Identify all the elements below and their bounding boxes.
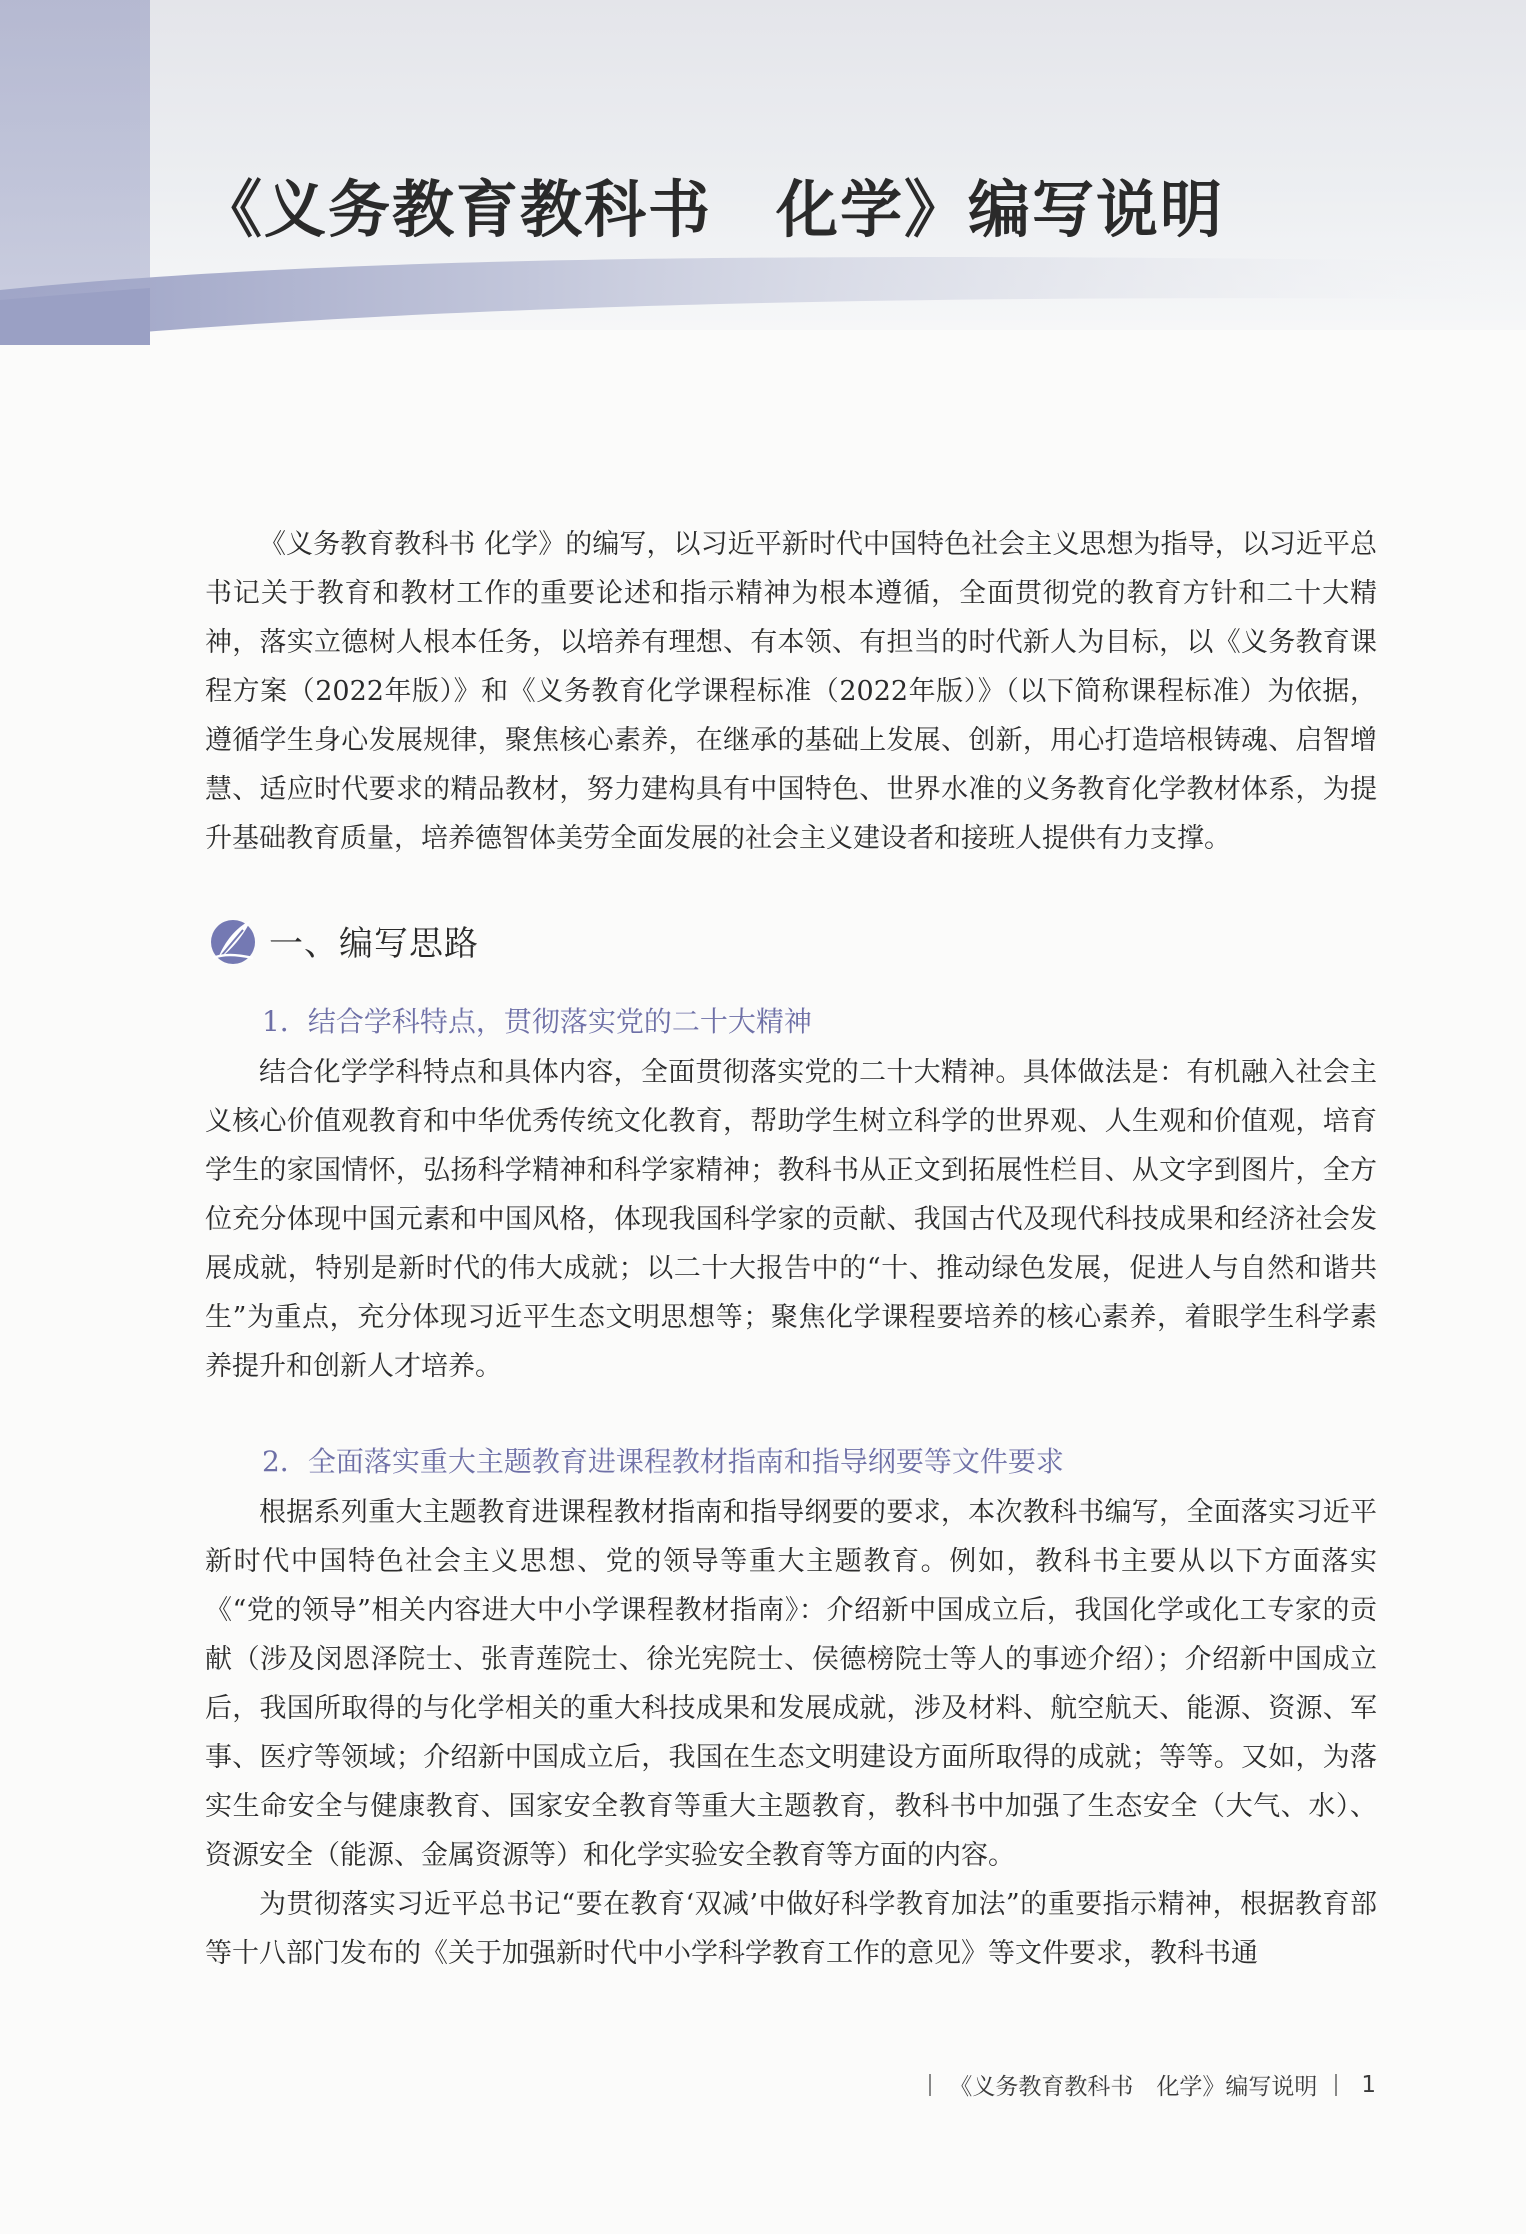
feather-quill-icon [205,912,261,968]
footer-divider [929,2074,931,2096]
subsection-2-paragraph-1: 根据系列重大主题教育进课程教材指南和指导纲要的要求，本次教科书编写，全面落实习近平新时代中国特色社会主义思想、党的领导等重大主题教育。例如，教科书主要从以下方面落实《“党的领导”相关内容进大中小学课程教材指南》：介绍新中国成立后，我国化学或化工专家的贡献（涉及闵恩泽院士、张青莲院士、徐光宪院士、侯德榜院士等人的事迹介绍）；介绍新中国成立后，我国所取得的与化学相关的重大科技成果和发展成就，涉及材料、航空航天、能源、资源、军事、医疗等领域；介绍新中国成立后，我国在生态文明建设方面所取得的成就；等等。又如，为落实生命安全与健康教育、国家安全教育等重大主题教育，教科书中加强了生态安全（大气、水）、资源安全（能源、金属资源等）和化学实验安全教育等方面的内容。 [205,1497,1377,1871]
page-title: 《义务教育教科书 化学》编写说明 [200,173,1225,246]
intro-paragraph: 《义务教育教科书 化学》的编写，以习近平新时代中国特色社会主义思想为指导，以习近平总书记关于教育和教材工作的重要论述和指示精神为根本遵循，全面贯彻党的教育方针和二十大精神，落实立德树人根本任务，以培养有理想、有本领、有担当的时代新人为目标，以《义务教育课程方案（2022年版）》和《义务教育化学课程标准（2022年版）》（以下简称课程标准）为依据，遵循学生身心发展规律，聚焦核心素养，在继承的基础上发展、创新，用心打造培根铸魂、启智增慧、适应时代要求的精品教材，努力建构具有中国特色、世界水准的义务教育化学教材体系，为提升基础教育质量，培养德智体美劳全面发展的社会主义建设者和接班人提供有力支撑。 [205,529,1377,854]
subsection-2-paragraph-2: 为贯彻落实习近平总书记“要在教育‘双减’中做好科学教育加法”的重要指示精神，根据教育部等十八部门发布的《关于加强新时代中小学科学教育工作的意见》等文件要求，教科书通 [205,1889,1377,1969]
subsection-1-heading: 1．结合学科特点，贯彻落实党的二十大精神 [262,1005,812,1038]
section-title: 一、编写思路 [269,923,479,964]
footer-divider [1335,2074,1337,2096]
subsection-2-heading: 2．全面落实重大主题教育进课程教材指南和指导纲要等文件要求 [262,1445,1064,1478]
section-heading [205,910,479,970]
page-footer [911,2068,1376,2101]
subsection-1-paragraph: 结合化学学科特点和具体内容，全面贯彻落实党的二十大精神。具体做法是：有机融入社会主义核心价值观教育和中华优秀传统文化教育，帮助学生树立科学的世界观、人生观和价值观，培育学生的家国情怀，弘扬科学精神和科学家精神；教科书从正文到拓展性栏目、从文字到图片，全方位充分体现中国元素和中国风格，体现我国科学家的贡献、我国古代及现代科技成果和经济社会发展成就，特别是新时代的伟大成就；以二十大报告中的“十、推动绿色发展，促进人与自然和谐共生”为重点，充分体现习近平生态文明思想等；聚焦化学课程要培养的核心素养，着眼学生科学素养提升和创新人才培养。 [205,1057,1377,1382]
footer-running-title: 《义务教育教科书 化学》编写说明 [949,2074,1318,2100]
page-number: 1 [1361,2071,1376,2098]
